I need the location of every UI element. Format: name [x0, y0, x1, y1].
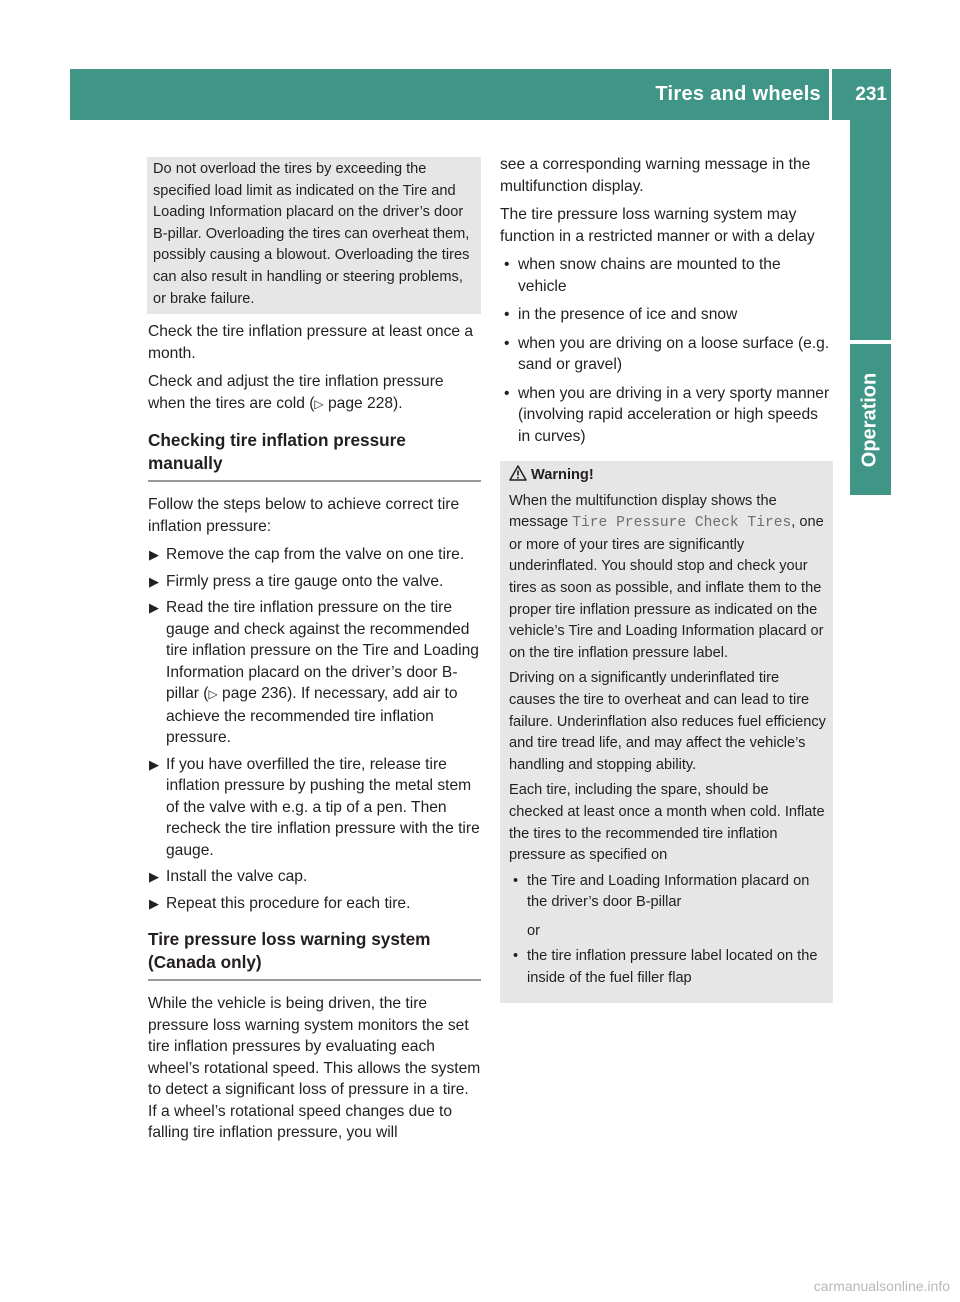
page-header: [70, 69, 891, 120]
right-column: [500, 154, 833, 1003]
warning-paragraph: Driving on a significantly underinflated tire causes the tire to overheat and can lead to tire failure. Underinflation also reduces fuel efficiency and tire tread life, and may affect the vehicle’s handling and stopping ability.: [509, 670, 826, 773]
paragraph: Check and adjust the tire inflation pressure when the tires are cold (▷ page 228).: [148, 373, 444, 412]
step-arrow-icon: ▶: [149, 573, 159, 589]
left-column: [148, 157, 481, 1151]
bullet-icon: •: [504, 306, 510, 323]
step-arrow-icon: ▶: [149, 869, 159, 885]
paragraph: The tire pressure loss warning system may function in a restricted manner or with a delay: [500, 206, 815, 245]
step-arrow-icon: ▶: [149, 756, 159, 772]
paragraph: Check the tire inflation pressure at least once a month.: [148, 323, 474, 362]
section-heading: Tire pressure loss warning system (Canada only): [148, 928, 481, 981]
paragraph: see a corresponding warning message in the multifunction display.: [500, 156, 811, 195]
warning-paragraph: When the multifunction display shows the message Tire Pressure Check Tires, one or more of your tires are significantly underinflated. You should stop and check your tires as soon as possible, and inflate them to the proper tire inflation pressure as indicated on the vehicle’s Tire and Loading Information placard or on the tire inflation pressure label.: [509, 492, 824, 661]
bullet-icon: •: [504, 384, 510, 402]
step-item: ▶ Remove the cap from the valve on one tire.: [148, 544, 481, 566]
page-ref-link[interactable]: page 228).: [328, 394, 403, 412]
list-item: • when you are driving on a loose surface (e.g. sand or gravel): [504, 334, 830, 373]
list-item: • when snow chains are mounted to the vehicle: [504, 256, 781, 295]
page-ref-link[interactable]: page 236). If necessary, add air to achieve the recommended tire inflation pressure.: [166, 685, 458, 747]
list-item: • the Tire and Loading Information placard on the driver’s door B-pillar: [513, 872, 810, 911]
page-ref-icon: ▷: [208, 687, 218, 702]
bullet-icon: •: [504, 256, 510, 273]
overload-note: Do not overload the tires by exceeding the specified load limit as indicated on the Tire and Loading Information placard on the driver’s door B-pillar. Overloading the tires can overheat them, possibly causing a blowout. Overloading the tires can also result in handling or steering problems, or brake failure.: [147, 157, 481, 314]
list-item: • in the presence of ice and snow: [500, 304, 833, 326]
warning-paragraph: Each tire, including the spare, should be checked at least once a month when cold. Inflate the tires to the recommended tire inflation pressure as specified on: [509, 782, 825, 864]
step-item: ▶ Firmly press a tire gauge onto the valve.: [148, 571, 481, 593]
step-item: ▶ Read the tire inflation pressure on the tire gauge and check against the recommended tire inflation pressure on the Tire and Loading Information placard on the driver’s door B-pillar (▷ page 236). If necessary, add air to achieve the recommended tire inflation pressure.: [149, 599, 479, 747]
paragraph: Follow the steps below to achieve correct tire inflation pressure:: [148, 496, 460, 535]
step-arrow-icon: ▶: [149, 895, 159, 911]
warning-title: Warning!: [509, 465, 827, 487]
watermark: carmanualsonline.info: [813, 1278, 950, 1294]
step-item: ▶ Repeat this procedure for each tire.: [148, 893, 481, 915]
bullet-icon: •: [513, 948, 519, 965]
warning-triangle-icon: [509, 465, 527, 481]
section-title: Tires and wheels: [655, 83, 821, 105]
step-arrow-icon: ▶: [149, 600, 159, 616]
header-divider: [829, 69, 832, 120]
bullet-icon: •: [504, 334, 510, 352]
paragraph: While the vehicle is being driven, the tire pressure loss warning system monitors the set tire inflation pressures by evaluating each wheel’s rotational speed. This allows the system to detect a significant loss of pressure in a tire. If a wheel’s rotational speed changes due to falling tire inflation pressure, you will: [148, 995, 481, 1142]
step-item: ▶ Install the valve cap.: [148, 866, 481, 888]
side-tab-block: [850, 120, 891, 340]
step-item: ▶ If you have overfilled the tire, release tire inflation pressure by pushing the metal stem of the valve with e.g. a tip of a pen. Then recheck the tire inflation pressure with the tire gauge.: [149, 755, 480, 859]
warning-box: [500, 461, 833, 1003]
page-number: 231: [855, 84, 887, 105]
section-heading: Checking tire inflation pressure manually: [148, 429, 481, 482]
step-arrow-icon: ▶: [149, 547, 159, 563]
bullet-icon: •: [513, 872, 519, 889]
display-message: Tire Pressure Check Tires: [572, 515, 792, 532]
list-item: • when you are driving in a very sporty manner (involving rapid acceleration or high speeds in curves): [504, 384, 830, 445]
list-item: • the tire inflation pressure label located on the inside of the fuel filler flap: [513, 948, 818, 987]
page-ref-icon: ▷: [314, 396, 324, 411]
side-tab-label: Operation: [858, 372, 881, 468]
or-text: or: [527, 922, 540, 939]
